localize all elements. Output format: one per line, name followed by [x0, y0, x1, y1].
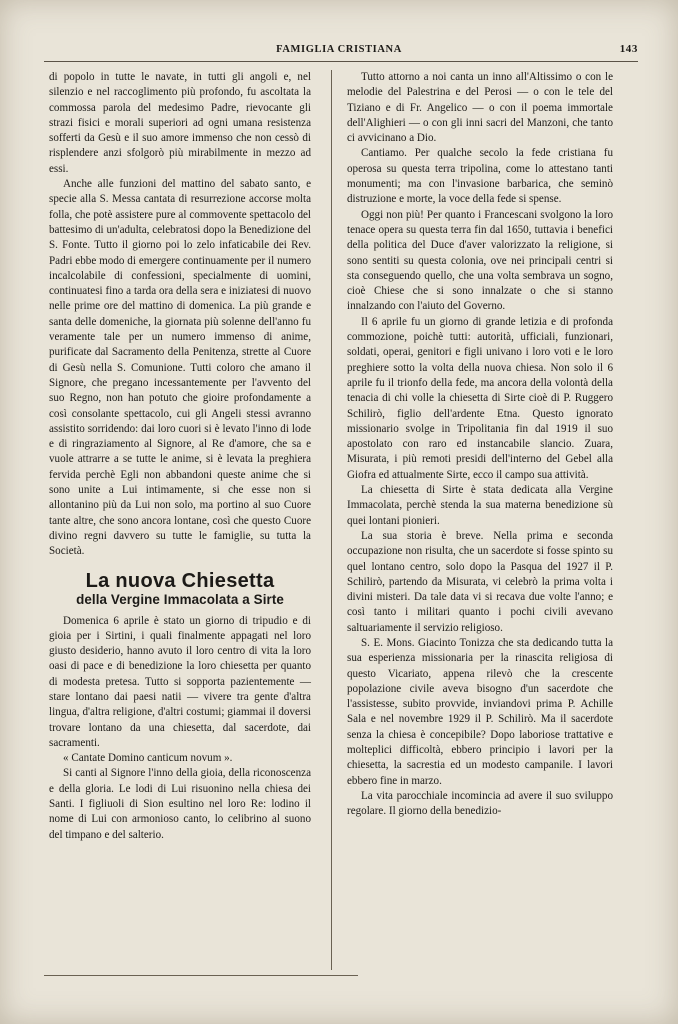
- publication-title: FAMIGLIA CRISTIANA: [276, 44, 402, 55]
- paragraph: Si canti al Signore l'inno della gioia, della riconoscenza e della gloria. Le lodi di Lui risuonino nella chiesa dei Santi. I figliuoli di Sion esultino nel loro Re: lodino il nome di Lui con armonioso canto, lo celibrino al suono del timpano e del salterio.: [49, 767, 311, 841]
- footer-rule: [44, 975, 358, 976]
- paragraph: La sua storia è breve. Nella prima e seconda occupazione non risulta, che un sacerdote si fosse spinto su quel lontano centro, solo dopo la Pasqua del 1927 il P. Schilirò, partendo da Misurata, vi celebrò la prima volta i divini misteri. Da tale data vi si recava due volte l'anno; e così tanto i militari quanto i pochi civili avevano saltuariamente il servizio religioso.: [347, 529, 613, 634]
- paragraph: La vita parocchiale incomincia ad avere il suo sviluppo regolare. Il giorno della benedizio-: [347, 789, 613, 818]
- paragraph: Il 6 aprile fu un giorno di grande letizia e di profonda commozione, poichè tutti: autorità, ufficiali, funzionari, soldati, operai, genitori e figli univano i loro voti e le loro preghiere sotto la volta della nuova chiesa. Non solo il 6 aprile fu il trionfo della fede, ma ancora della volontà della tenacia di chi volle la chiesetta di Sirte cioè di P. Ruggero Schilirò, figlio dell'ardente Etna. Questo ignorato missionario svolge in Tripolitania fin dal 1919 il suo apostolato con raro ed instancabile slancio. Zuara, Misurata, i più remoti presidi dell'interno del Gebel alla Giofra ed attualmente Sirte, ecco il campo sua attività.: [347, 315, 613, 481]
- paragraph: Oggi non più! Per quanto i Francescani svolgono la loro tenace opera su questa terra fin dal 1650, tuttavia i benefici della politica del Duce d'aver valorizzato la religione, si sono sentiti su questa colonia, ove nei principali centri si sta conseguendo quello, che una volta sembrava un sogno, cioè Chiese che si sono innalzate o che si stanno innalzando con l'aiuto del Governo.: [347, 208, 613, 313]
- paragraph: Domenica 6 aprile è stato un giorno di tripudio e di gioia per i Sirtini, i quali finalmente appagati nel loro giusto desiderio, hanno avuto il loro centro di vita la loro oasi di pace e di benedizione la loro chiesetta per quanto di modesta pretesa. Tutto si sopporta pazientemente — stare lontano dai paesi natii — vivere tra gente d'altra lingua, d'altra religione, d'altri costumi; giammai il doversi trovare lontano da una chiesetta, dal sacerdote, dai sacramenti.: [49, 614, 311, 749]
- article-title: La nuova Chiesetta: [85, 569, 275, 592]
- right-column: [347, 70, 613, 820]
- page-number: 143: [619, 43, 638, 55]
- paragraph: Cantiamo. Per qualche secolo la fede cristiana fu operosa su questa terra tripolina, come lo attestano tanti monumenti; ma con l'invasione barbarica, che seminò distruzione e morte, la voce della fede si spense.: [347, 147, 613, 206]
- left-column: [49, 70, 311, 843]
- header-rule: [44, 61, 638, 62]
- latin-quote: « Cantate Domino canticum novum ».: [63, 752, 233, 765]
- article-heading: [49, 570, 311, 608]
- paragraph: di popolo in tutte le navate, in tutti gli angoli e, nel silenzio e nel raccoglimento più profondo, fu ascoltata la commossa parola del medesimo Padre, rievocante gli strazi fisici e morali superiori ad ogni umana resistenza sofferti da Gesù e il suo amore immenso che non cessò di risplendere anzi sfolgorò più mirabilmente in mezzo ad essi.: [49, 71, 311, 175]
- paragraph: Anche alle funzioni del mattino del sabato santo, e specie alla S. Messa cantata di resurrezione accorse molta folla, che potè assistere pure al commovente spettacolo del battesimo di un'adulta, celebratosi dopo la Benedizione del S. Fonte. Tutto il giorno poi lo zelo infaticabile dei Rev. Padri ebbe modo di emergere continuamente per il numero incalcolabile di confessioni, specialmente di uomini, continuatesi fino a tarda ora della sera e iniziatesi di nuovo nelle prime ore del mattino di domenica. La più grande e santa delle domeniche, la giornata più solenne dell'anno fu veramente tale per un numero immenso di anime, purificate dal Sacramento della Penitenza, strette al Cuore di Gesù nella S. Comunione. Tutti coloro che amano il Signore, che pregano incessantemente per l'avvento del suo Regno, non han potuto che gioire profondamente a così consolante spettacolo, cui gli Angeli stessi avranno assistito sorridendo: dai loro cuori si è levato l'inno di lode e di ringraziamento al Signore, al Re d'amore, che sa e vuole attrarre a se tutte le anime, si è levata la preghiera fervida perchè Egli non abbandoni queste anime che si sono unite a Lui intimamente, si che esse non si allontanino più da Lui non solo, ma portino al suo Cuore tante altre, che sono ancora lontane, così che questo Cuore divino regni davvero su tutte le famiglie, su tutta la Società.: [49, 178, 311, 558]
- column-divider: [331, 70, 332, 970]
- paragraph: S. E. Mons. Giacinto Tonizza che sta dedicando tutta la sua esperienza missionaria per la rinascita religiosa di questo Vicariato, appena rilevò che la crescente popolazione civile aveva bisogno d'un sacerdote che l'assistesse, subito provvide, inviandovi prima P. Achille Sala e nel novembre 1929 il P. Schilirò. Ma il sacerdote senza la chiesa è concepibile? Dopo laboriose trattative e molteplici difficoltà, ebbero principio i lavori per la chiesetta, la sacrestia ed un modesto campanile. I lavori ebbero fine in marzo.: [347, 636, 613, 787]
- article-subtitle: della Vergine Immacolata a Sirte: [76, 591, 284, 607]
- running-header: [40, 42, 638, 60]
- paragraph: La chiesetta di Sirte è stata dedicata alla Vergine Immacolata, perchè stenda la sua materna benedizione sù quei lontani pionieri.: [347, 484, 613, 527]
- paragraph: Tutto attorno a noi canta un inno all'Altissimo o con le melodie del Palestrina e del Perosi — o con le tele del Tiziano e di Fr. Angelico — o con il poema immortale dell'Alighieri — o con gli inni sacri del Manzoni, che tanto ci avvicinano a Dio.: [347, 71, 613, 145]
